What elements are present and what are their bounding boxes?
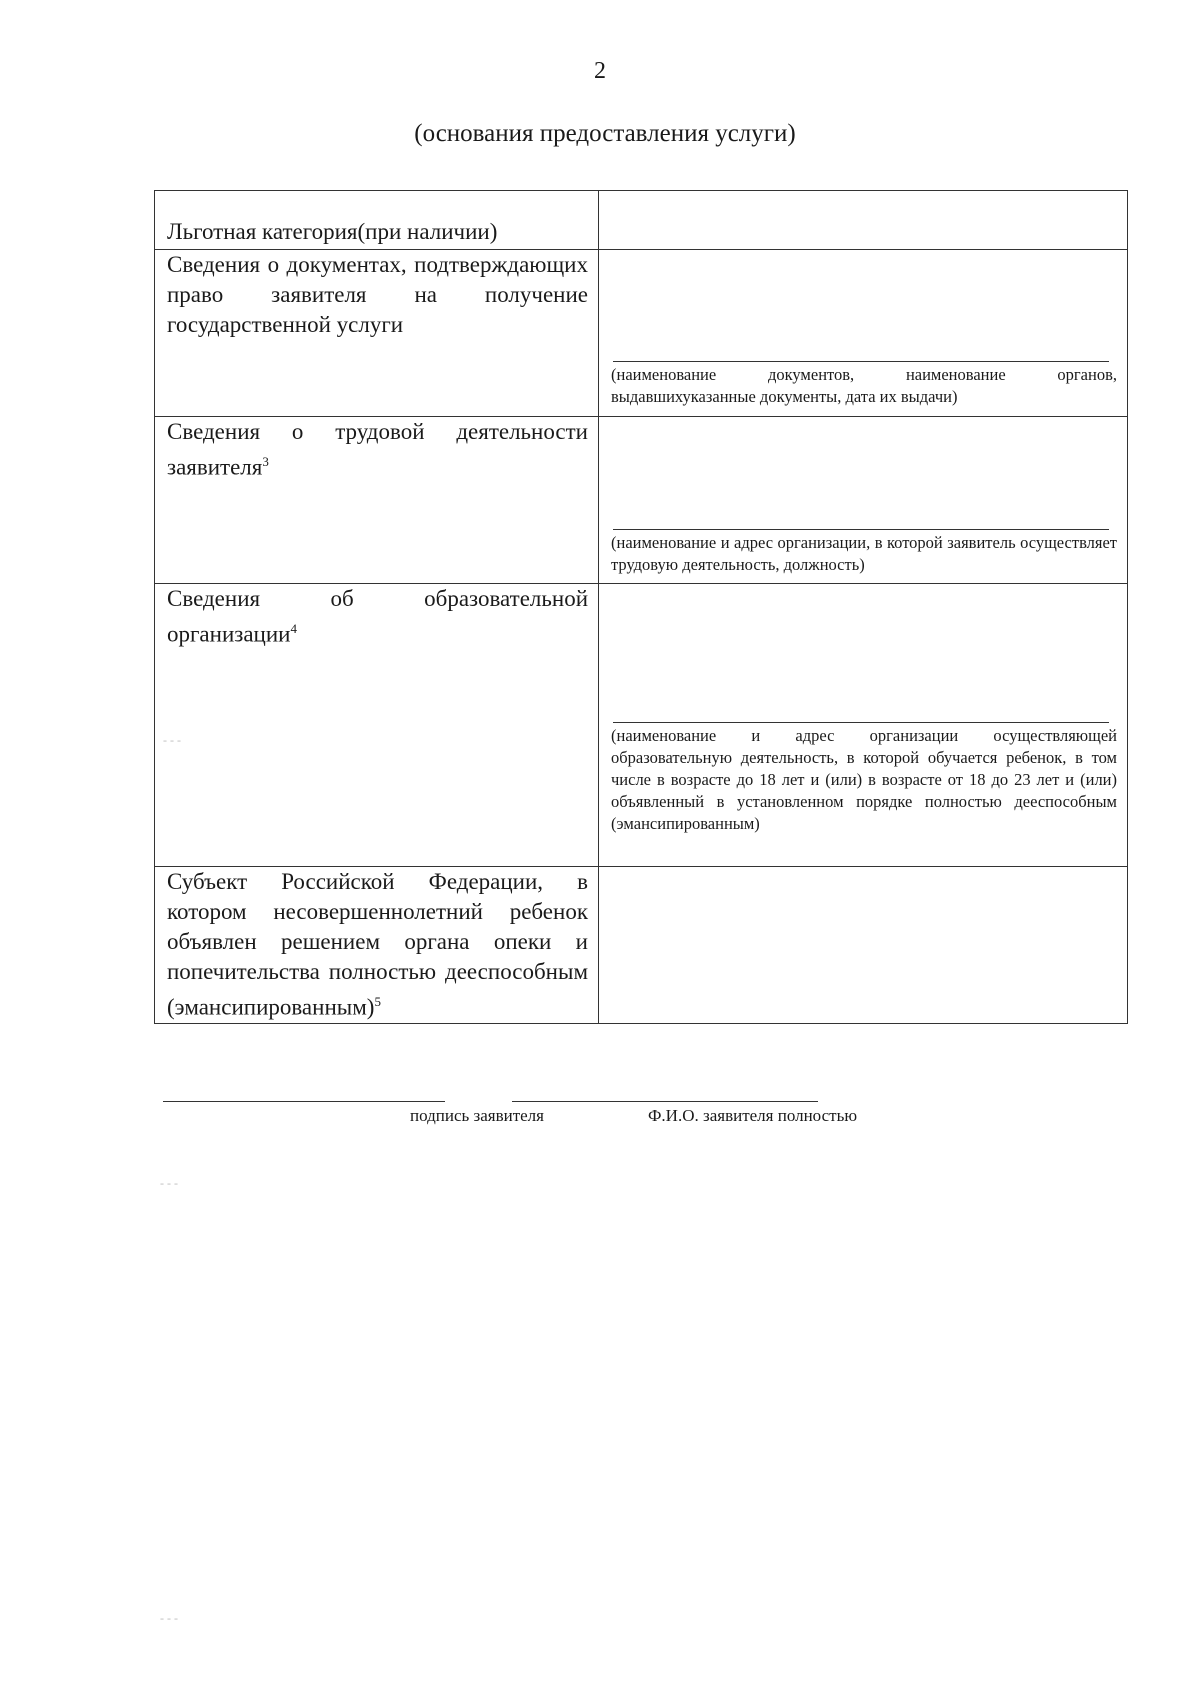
- section-heading: (основания предоставления услуги): [414, 120, 796, 147]
- subject-rf-field[interactable]: [599, 867, 1128, 1024]
- fill-in-line: [613, 722, 1109, 723]
- employment-field[interactable]: [599, 417, 1128, 584]
- label-cell: [155, 584, 599, 867]
- table-row: [155, 584, 1128, 867]
- scan-artifact: - - -: [160, 1611, 178, 1625]
- label-cell: [155, 250, 599, 417]
- row-label-benefit-category: Льготная категория(при наличии): [167, 219, 498, 244]
- educational-organization-field[interactable]: [599, 584, 1128, 867]
- table-row: [155, 417, 1128, 584]
- page-number: 2: [594, 58, 606, 84]
- educational-organization-hint: (наименование и адрес организации осуществляющей образовательную деятельность, в которой обучается ребенок, в том числе в возрасте до 18 лет и (или) в возрасте от 18 до 23 лет и (или) объявленный в установленном порядке полностью дееспособным (эмансипированным): [611, 726, 1117, 833]
- row-label-educational-organization: Сведения об образовательной организации: [167, 586, 588, 647]
- signature-caption: подпись заявителя: [410, 1106, 544, 1125]
- table-row: [155, 867, 1128, 1024]
- fill-in-line: [613, 529, 1109, 530]
- documents-hint: (наименование документов, наименование органов, выдавшихуказанные документы, дата их выдачи): [611, 365, 1117, 406]
- documents-field[interactable]: [599, 250, 1128, 417]
- label-cell: [155, 417, 599, 584]
- footnote-mark: 3: [262, 454, 269, 469]
- label-cell: [155, 191, 599, 250]
- footnote-mark: 5: [374, 994, 381, 1009]
- full-name-caption: Ф.И.О. заявителя полностью: [648, 1106, 858, 1125]
- scan-artifact: - - -: [160, 1176, 178, 1190]
- footnote-mark: 4: [290, 621, 297, 636]
- benefit-category-field[interactable]: [599, 191, 1128, 250]
- row-label-subject-rf: Субъект Российской Федерации, в котором несовершеннолетний ребенок объявлен решением органа опеки и попечительства полностью дееспособным (эмансипированным): [167, 869, 588, 1020]
- full-name-line[interactable]: [512, 1101, 818, 1102]
- fill-in-line: [613, 361, 1109, 362]
- row-label-documents: Сведения о документах, подтверждающих право заявителя на получение государственной услуги: [167, 252, 588, 337]
- employment-hint: (наименование и адрес организации, в которой заявитель осуществляет трудовую деятельность, должность): [611, 533, 1117, 574]
- table-row: [155, 191, 1128, 250]
- signature-line[interactable]: [163, 1101, 445, 1102]
- row-label-employment: Сведения о трудовой деятельности заявителя: [167, 419, 588, 480]
- table-row: [155, 250, 1128, 417]
- application-form-table: [154, 190, 1128, 1024]
- scan-artifact: - - -: [163, 733, 181, 747]
- label-cell: [155, 867, 599, 1024]
